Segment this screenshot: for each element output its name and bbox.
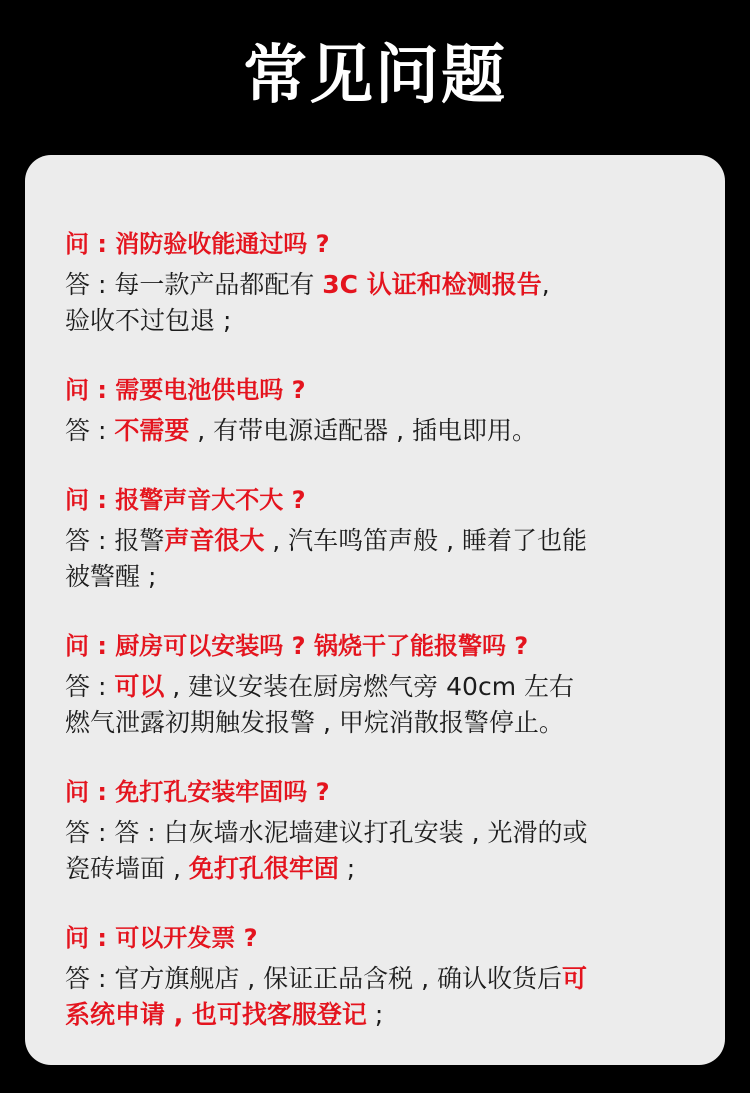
faq-question: 问 : 报警声音大不大 ? bbox=[65, 486, 306, 514]
faq-item bbox=[65, 371, 675, 449]
answer-text: 燃气泄露初期触发报警 , 甲烷消散报警停止。 bbox=[65, 708, 564, 737]
faq-item bbox=[65, 225, 675, 339]
faq-answer bbox=[65, 961, 675, 1033]
faq-item bbox=[65, 627, 675, 741]
answer-text: 答 : bbox=[65, 416, 115, 445]
answer-text: 瓷砖墙面 , bbox=[65, 854, 189, 883]
faq-question: 问 : 需要电池供电吗 ? bbox=[65, 376, 306, 404]
faq-item bbox=[65, 773, 675, 887]
answer-highlight: 系统申请 , 也可找客服登记 bbox=[65, 1000, 367, 1029]
answer-text: 答 : 官方旗舰店 , 保证正品含税 , 确认收货后 bbox=[65, 964, 562, 993]
faq-answer bbox=[65, 815, 675, 887]
faq-answer bbox=[65, 669, 675, 741]
answer-highlight: 声音很大 bbox=[164, 526, 265, 555]
answer-text: 答 : 报警 bbox=[65, 526, 165, 555]
answer-text: , 汽车鸣笛声般 , 睡着了也能 bbox=[264, 526, 588, 555]
answer-text: 答 : 答 : 白灰墙水泥墙建议打孔安装 , 光滑的或 bbox=[65, 818, 588, 847]
answer-text: , 有带电源适配器 , 插电即用。 bbox=[189, 416, 538, 445]
answer-text: , bbox=[541, 270, 550, 299]
answer-highlight: 免打孔很牢固 bbox=[188, 854, 339, 883]
answer-highlight: 可 bbox=[562, 964, 588, 993]
answer-text: ; bbox=[338, 854, 356, 883]
answer-text: 验收不过包退 ; bbox=[65, 306, 232, 335]
faq-question: 问 : 可以开发票 ? bbox=[65, 924, 258, 952]
answer-text: 被警醒 ; bbox=[65, 562, 157, 591]
page-title: 常见问题 bbox=[243, 39, 507, 113]
answer-text: 答 : bbox=[65, 672, 115, 701]
faq-question: 问 : 消防验收能通过吗 ? bbox=[65, 230, 330, 258]
answer-text: 答 : 每一款产品都配有 bbox=[65, 270, 323, 299]
answer-highlight: 可以 bbox=[114, 672, 165, 701]
faq-item bbox=[65, 481, 675, 595]
answer-highlight: 不需要 bbox=[114, 416, 190, 445]
faq-question: 问 : 免打孔安装牢固吗 ? bbox=[65, 778, 330, 806]
answer-text: ; bbox=[366, 1000, 384, 1029]
faq-list bbox=[65, 225, 675, 1033]
faq-answer bbox=[65, 523, 675, 595]
faq-item bbox=[65, 919, 675, 1033]
faq-answer bbox=[65, 413, 675, 449]
faq-answer bbox=[65, 267, 675, 339]
answer-text: , 建议安装在厨房燃气旁 40cm 左右 bbox=[164, 672, 574, 701]
faq-question: 问 : 厨房可以安装吗 ? 锅烧干了能报警吗 ? bbox=[65, 632, 529, 660]
answer-highlight: 3C 认证和检测报告 bbox=[322, 270, 542, 299]
